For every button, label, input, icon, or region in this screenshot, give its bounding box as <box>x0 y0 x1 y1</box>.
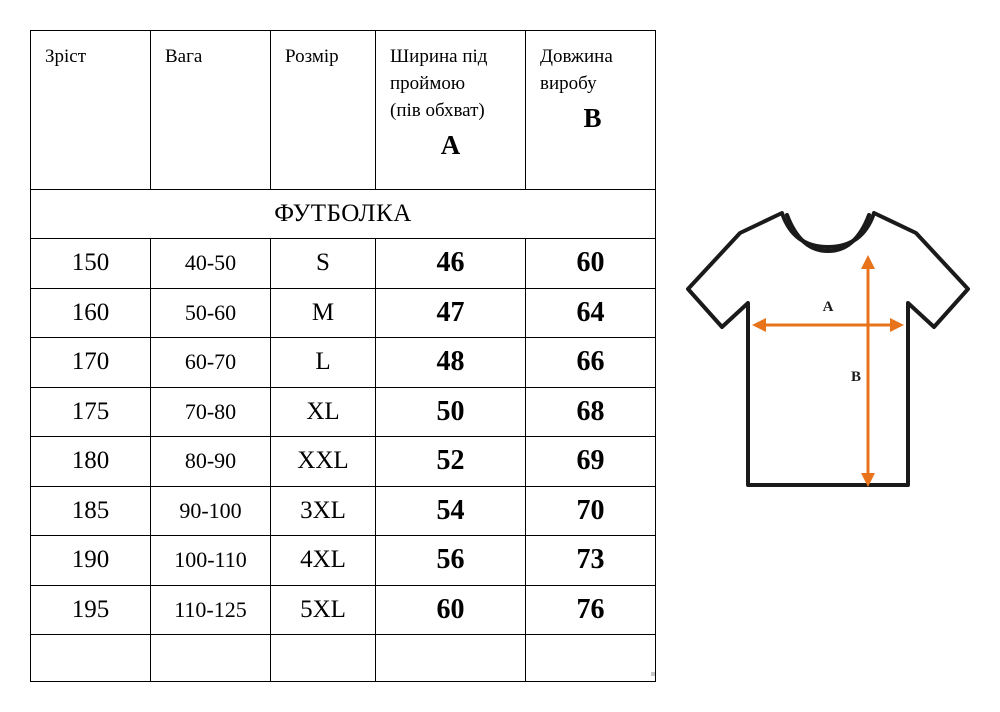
cell-height: 170 <box>31 338 151 388</box>
cell-width: 48 <box>376 338 526 388</box>
measure-b-label: B <box>850 369 862 385</box>
cell-width: 46 <box>376 239 526 289</box>
cell-weight <box>151 635 271 682</box>
table-row <box>31 288 656 338</box>
cell-height: 175 <box>31 387 151 437</box>
cell-height: 190 <box>31 536 151 586</box>
tshirt-body-outline <box>688 213 968 485</box>
header-label-width-line1: Ширина під <box>390 46 488 67</box>
header-label-height: Зріст <box>45 46 87 67</box>
cell-size: 4XL <box>271 536 376 586</box>
measure-a-label: A <box>822 299 834 315</box>
cell-length: 76 <box>526 585 656 635</box>
section-title: ФУТБОЛКА <box>31 190 656 239</box>
cell-weight: 80-90 <box>151 437 271 487</box>
header-label-weight: Вага <box>165 46 203 67</box>
cell-width: 56 <box>376 536 526 586</box>
header-cell-width <box>376 31 526 190</box>
size-chart-table <box>30 30 656 682</box>
header-label-size: Розмір <box>285 46 339 67</box>
cell-width <box>376 635 526 682</box>
cell-size: 5XL <box>271 585 376 635</box>
header-label-length-line2: виробу <box>540 73 597 94</box>
table-row <box>31 486 656 536</box>
cell-size: S <box>271 239 376 289</box>
cell-height <box>31 635 151 682</box>
cell-height: 195 <box>31 585 151 635</box>
header-letter-a: A <box>440 130 461 160</box>
cell-width: 47 <box>376 288 526 338</box>
cell-size <box>271 635 376 682</box>
table-row <box>31 437 656 487</box>
cell-size: XL <box>271 387 376 437</box>
cell-height: 150 <box>31 239 151 289</box>
stray-mark <box>651 672 655 676</box>
section-row <box>31 190 656 239</box>
cell-length: 69 <box>526 437 656 487</box>
cell-weight: 90-100 <box>151 486 271 536</box>
header-cell-weight <box>151 31 271 190</box>
header-cell-size <box>271 31 376 190</box>
cell-width: 50 <box>376 387 526 437</box>
header-cell-height <box>31 31 151 190</box>
table-row-empty <box>31 635 656 682</box>
cell-weight: 50-60 <box>151 288 271 338</box>
cell-height: 180 <box>31 437 151 487</box>
cell-size: XXL <box>271 437 376 487</box>
table-row <box>31 338 656 388</box>
cell-width: 60 <box>376 585 526 635</box>
table-row <box>31 585 656 635</box>
cell-size: M <box>271 288 376 338</box>
cell-size: L <box>271 338 376 388</box>
cell-length: 73 <box>526 536 656 586</box>
cell-length <box>526 635 656 682</box>
cell-height: 185 <box>31 486 151 536</box>
cell-length: 70 <box>526 486 656 536</box>
cell-weight: 110-125 <box>151 585 271 635</box>
cell-height: 160 <box>31 288 151 338</box>
cell-width: 54 <box>376 486 526 536</box>
header-cell-length <box>526 31 656 190</box>
cell-weight: 100-110 <box>151 536 271 586</box>
cell-weight: 60-70 <box>151 338 271 388</box>
cell-length: 60 <box>526 239 656 289</box>
header-label-width-line3: (пів обхват) <box>390 100 485 121</box>
header-label-length-line1: Довжина <box>540 46 613 67</box>
table-row <box>31 387 656 437</box>
table-row <box>31 536 656 586</box>
cell-length: 64 <box>526 288 656 338</box>
cell-length: 68 <box>526 387 656 437</box>
cell-weight: 40-50 <box>151 239 271 289</box>
cell-weight: 70-80 <box>151 387 271 437</box>
table-header-row <box>31 31 656 190</box>
header-letter-b: B <box>583 103 602 133</box>
tshirt-measurement-diagram <box>678 185 978 515</box>
header-label-width-line2: проймою <box>390 73 466 94</box>
cell-width: 52 <box>376 437 526 487</box>
cell-length: 66 <box>526 338 656 388</box>
cell-size: 3XL <box>271 486 376 536</box>
table-row <box>31 239 656 289</box>
